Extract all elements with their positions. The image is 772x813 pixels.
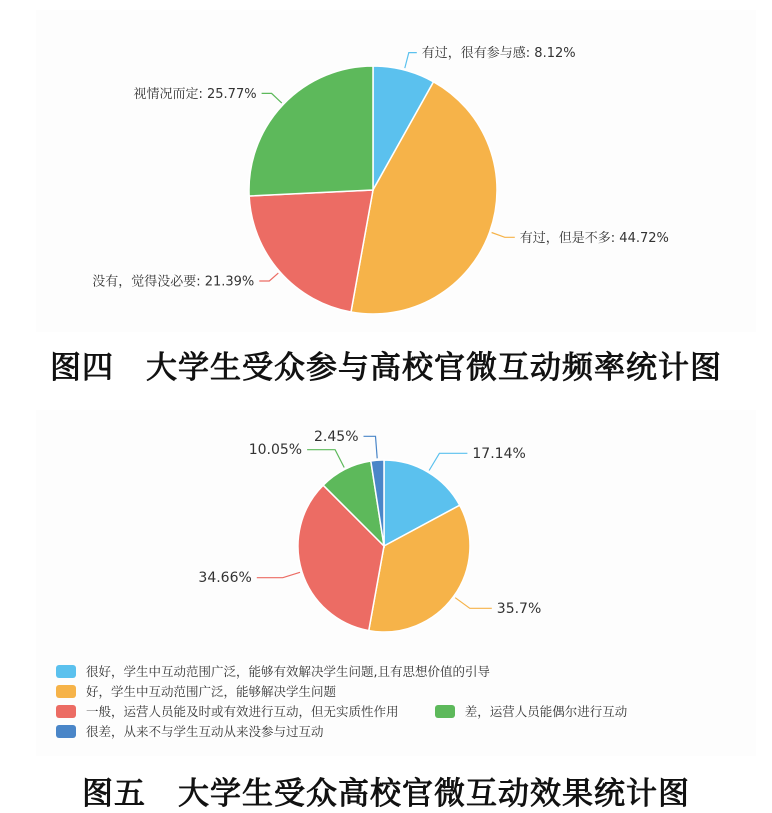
slice-label: 10.05% <box>248 442 303 459</box>
legend-swatch <box>56 665 76 678</box>
leader-line <box>492 233 515 238</box>
pie-chart-frequency <box>36 10 756 332</box>
pie-chart-effect <box>36 410 756 756</box>
slice-label: 34.66% <box>198 570 252 587</box>
legend-item[interactable] <box>56 722 324 740</box>
slice-label: 有过，但是不多: 44.72% <box>519 230 669 246</box>
slice-label: 2.45% <box>314 428 359 445</box>
legend-swatch <box>56 725 76 738</box>
legend-row <box>56 682 756 702</box>
pie-slice[interactable] <box>249 190 373 312</box>
legend-label: 好，学生中互动范围广泛，能够解决学生问题 <box>86 684 337 699</box>
leader-line <box>405 53 417 69</box>
legend-row <box>56 722 756 742</box>
leader-line <box>257 572 300 577</box>
legend-swatch <box>435 705 455 718</box>
legend-row <box>56 662 756 682</box>
pie-chart-frequency-svg <box>36 10 756 332</box>
legend-label: 差，运营人员能偶尔进行互动 <box>464 704 628 719</box>
legend-label: 很差，从来不与学生互动从来没参与过互动 <box>86 724 324 739</box>
chart-title-frequency: 图四 大学生受众参与高校官微互动频率统计图 <box>50 350 722 386</box>
legend-swatch <box>56 685 76 698</box>
legend <box>56 662 756 742</box>
pie-slice[interactable] <box>249 66 373 196</box>
pie-chart-effect-svg <box>36 410 756 660</box>
leader-line <box>307 450 344 468</box>
slice-label: 视情况而定: 25.77% <box>133 86 257 102</box>
leader-line <box>259 273 278 281</box>
legend-label: 很好，学生中互动范围广泛，能够有效解决学生问题,且有思想价值的引导 <box>86 664 490 679</box>
leader-line <box>429 453 467 470</box>
legend-item[interactable] <box>56 662 490 680</box>
leader-line <box>455 598 492 609</box>
legend-item[interactable] <box>56 682 336 700</box>
leader-line <box>364 436 378 458</box>
slice-label: 没有，觉得没必要: 21.39% <box>92 274 255 290</box>
legend-item[interactable] <box>435 702 628 720</box>
slice-label: 17.14% <box>472 445 526 462</box>
legend-label: 一般，运营人员能及时或有效进行互动，但无实质性作用 <box>86 704 399 719</box>
slice-label: 有过，很有参与感: 8.12% <box>421 46 576 62</box>
slice-label: 35.7% <box>496 600 542 617</box>
legend-item[interactable] <box>56 702 399 720</box>
leader-line <box>262 93 282 103</box>
legend-swatch <box>56 705 76 718</box>
chart-title-effect: 图五 大学生受众高校官微互动效果统计图 <box>82 776 690 812</box>
legend-row <box>56 702 756 722</box>
